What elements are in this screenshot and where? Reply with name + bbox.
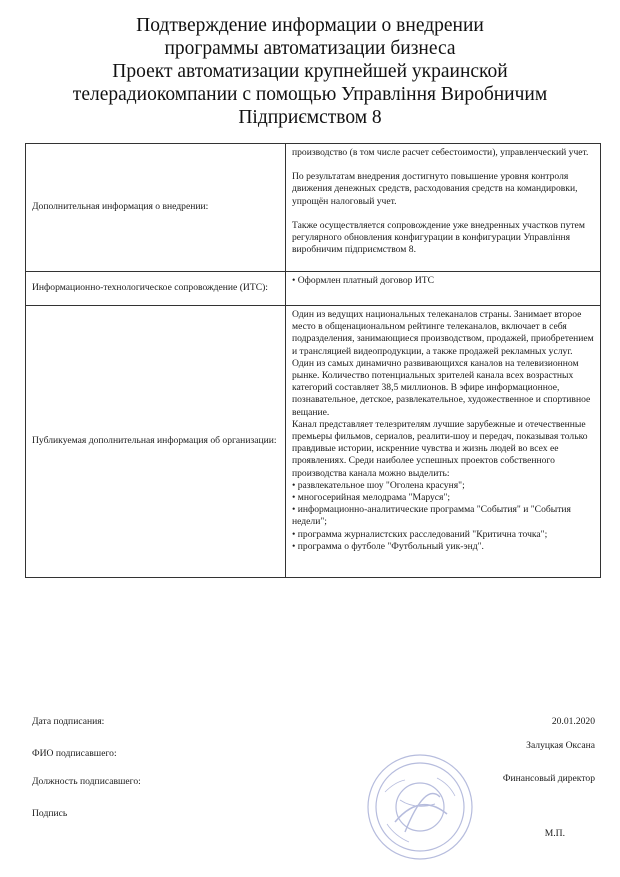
org-info-p3: Канал представляет телезрителям лучшие зарубежные и отечественные премьеры фильмов, сериалов, реалити-шоу и передач, показывая только правдивые истории, искренние чувства и жизнь людей во всех ее проявлениях. Среди наиболее успешных проектов собственного производства канала можно выделить: — [292, 418, 588, 479]
seal-label: М.П. — [544, 828, 565, 839]
additional-info-value — [286, 144, 601, 272]
signer-position-value: Финансовый директор — [502, 773, 595, 784]
signer-position-label: Должность подписавшего: — [32, 776, 141, 787]
table-row-support — [26, 272, 601, 306]
org-info-value — [286, 306, 601, 578]
support-label: Информационно-технологическое сопровождение (ИТС): — [26, 272, 286, 306]
org-info-bullet-5: • программа о футболе "Футбольный уик-энд". — [292, 540, 484, 552]
additional-info-label: Дополнительная информация о внедрении: — [26, 144, 286, 272]
title-line-2: программы автоматизации бизнеса — [164, 38, 456, 59]
org-info-p2: Один из самых динамично развивающихся каналов на телевизионном рынке. Количество потенциальных зрителей канала всех возрастных категорий составляет 38,5 миллионов. В эфире информационное, познавательное, детское, развлекательное, художественное и спортивное вещание. — [292, 357, 591, 418]
additional-info-p1: производство (в том числе расчет себестоимости), управленческий учет. — [292, 147, 589, 158]
title-line-3: Проект автоматизации крупнейшей украинской — [112, 61, 508, 82]
title-line-5: Підприємством 8 — [238, 107, 382, 128]
company-stamp — [365, 752, 475, 862]
title-line-1: Подтверждение информации о внедрении — [136, 15, 484, 36]
org-info-bullet-3: • информационно-аналитические программа "События" и "События недели"; — [292, 504, 571, 528]
org-info-bullet-2: • многосерийная мелодрама "Маруся"; — [292, 492, 451, 504]
signature-label: Подпись — [32, 808, 68, 819]
additional-info-p2: По результатам внедрения достигнуто повышение уровня контроля движения денежных средств, расходования средств на командировки, упрощён налоговый учет. — [292, 171, 578, 207]
org-info-label: Публикуемая дополнительная информация об организации: — [26, 306, 286, 578]
info-table — [25, 143, 601, 578]
org-info-bullet-4: • программа журналистских расследований "Критична точка"; — [292, 528, 548, 540]
document-title — [40, 14, 580, 129]
org-info-bullet-1: • развлекательное шоу "Оголена красуня"; — [292, 479, 465, 491]
signer-name-label: ФИО подписавшего: — [32, 748, 117, 759]
date-value: 20.01.2020 — [551, 716, 595, 727]
signer-name-value: Залуцкая Оксана — [526, 740, 595, 751]
table-row-additional — [26, 144, 601, 272]
org-info-p1: Один из ведущих национальных телеканалов страны. Занимает второе место в общенациональном рейтинге телеканалов, включает в себя подразделения, занимающиеся производством, продажей, приобретением и трансляцией видеопродукции, а также продажей рекламных услуг. — [292, 309, 594, 357]
date-label: Дата подписания: — [32, 716, 105, 727]
support-value: • Оформлен платный договор ИТС — [286, 272, 601, 306]
title-line-4: телерадиокомпании с помощью Управління Виробничим — [72, 84, 548, 105]
additional-info-p3: Также осуществляется сопровождение уже внедренных участков путем регулярного обновления конфигурации в конфигурации Управління виробничим підприємством 8. — [292, 219, 585, 256]
table-row-org — [26, 306, 601, 578]
